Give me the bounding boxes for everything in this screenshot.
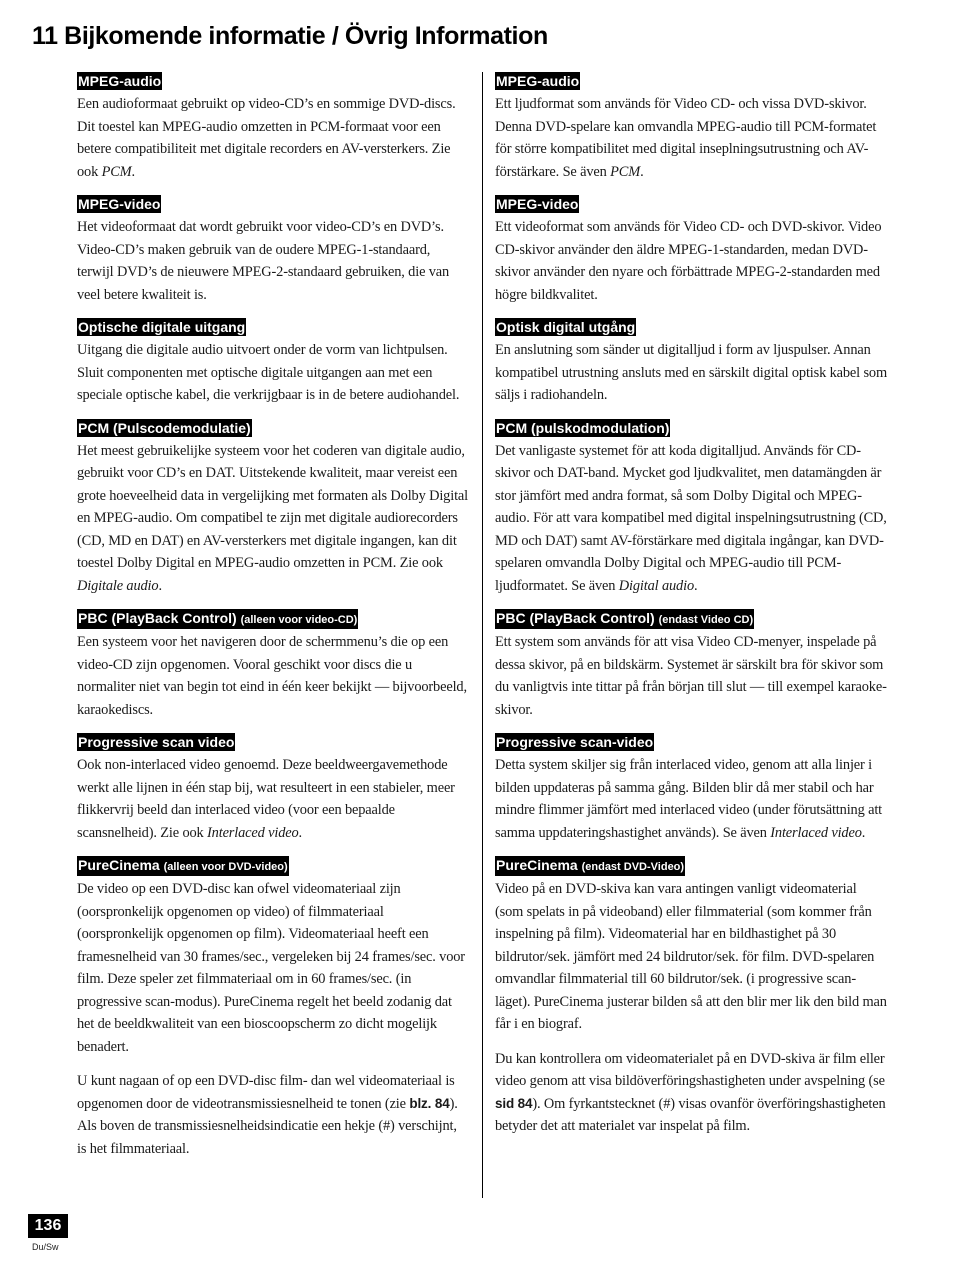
entry-text [495,339,887,407]
heading-label: MPEG-video [496,196,579,212]
entry-heading [495,419,670,437]
text-run: Ook non-interlaced video genoemd. Deze beeldweergavemethode werkt alle lijnen in één stap bij, wat resulteert in een stabieler, meer flikkervrij beeld dan interlaced video (voor een bepaalde scansnelheid). Zie ook [77,757,455,841]
entry-heading [77,195,161,213]
glossary-entry [77,195,469,306]
glossary-entry [77,419,469,598]
heading-label: PBC (PlayBack Control) [78,610,237,626]
heading-label: MPEG-video [78,196,161,212]
heading-qualifier: (endast DVD-Video) [581,861,685,873]
entry-heading [77,318,246,336]
italic-reference: Interlaced video [770,824,862,841]
glossary-entry [495,733,887,844]
text-run: . [640,163,644,180]
column-divider [482,72,483,1198]
italic-reference: PCM [101,163,132,180]
text-run: Det vanligaste systemet för att koda digitalljud. Används för CD-skivor och DAT-band. Mycket god ljudkvalitet, men datamängden är stor jämfört med andra format, så som Dolby Digital och MPEG-audio. För att vara kompatibel med digital inspelningsutrustning (CD, MD och DAT) samt AV-förstärkare med digitala ingångar, kan DVD-spelaren omvandla Dolby Digital och MPEG-audio till PCM-ljudformatet. Se även [495,442,887,594]
glossary-entry [495,419,887,598]
entry-text [495,878,887,1036]
italic-reference: Interlaced video [207,824,299,841]
italic-reference: Digitale audio [77,577,159,594]
entry-heading [77,609,358,629]
text-run: Uitgang die digitale audio uitvoert onder de vorm van lichtpulsen. Sluit componenten met optische digitale uitgangen aan met een speciale optische kabel, die verkrijgbaar is in de betere audiohandel. [77,342,460,403]
entry-text [77,93,469,183]
entry-text [495,1048,887,1138]
entry-heading [77,856,289,876]
glossary-entry [77,733,469,844]
entry-heading [495,733,654,751]
entry-text [77,1070,469,1160]
heading-label: PureCinema [78,857,160,873]
heading-label: PureCinema [496,857,578,873]
text-run: En anslutning som sänder ut digitalljud i form av ljuspulser. Annan kompatibel utrustning ansluts med en särskilt digital optisk kabel som säljs i radiohandeln. [495,342,887,403]
page-reference: blz. 84 [409,1095,450,1111]
entry-text [495,754,887,844]
heading-label: PCM (Pulscodemodulatie) [78,419,251,436]
text-run: Detta system skiljer sig från interlaced video, genom att alla linjer i bilden uppdateras på samma gång. Bilden blir då mer stabil och har mindre flimmer jämfört med interlaced video (under förutsättning att samma uppdateringshastighet används). Se även [495,757,883,841]
glossary-entry [77,609,469,721]
text-run: Ett videoformat som används för Video CD- och DVD-skivor. Video CD-skivor använder den äldre MPEG-1-standarden, medan DVD-skivor använder den nyare och förbättrade MPEG-2-standarden med högre bildkvalitet. [495,219,882,303]
text-run: . [298,824,302,841]
heading-qualifier: (endast Video CD) [658,614,754,626]
entry-heading [495,609,754,629]
page-title: 11 Bijkomende informatie / Övrig Information [32,22,548,50]
glossary-entry [495,195,887,306]
heading-label: MPEG-audio [78,73,162,89]
entry-heading [77,733,235,751]
glossary-entry [77,318,469,407]
language-code: Du/Sw [32,1242,59,1252]
glossary-entry [495,318,887,407]
entry-text [77,216,469,306]
glossary-entry [495,609,887,721]
heading-label: Optisk digital utgång [496,319,636,335]
text-run: De video op een DVD-disc kan ofwel videomateriaal zijn (oorspronkelijk opgenomen op video) of filmmateriaal (oorspronkelijk opgenomen op film). Videomateriaal heeft een framesnelheid van 30 frames/sec., vergeleken bij 24 frames/sec. voor film. Deze speler zet filmmateriaal om in 60 frames/sec. (in progressive scan-modus). PureCinema regelt het beeld zodanig dat het de beeldkwaliteit van een bioscoopscherm zo dicht mogelijk benadert. [77,881,465,1055]
entry-text [77,631,469,721]
text-run: ). Als boven de transmissiesnelheidsindicatie een hekje (#) verschijnt, is het filmmateriaal. [77,1095,458,1157]
heading-qualifier: (alleen voor DVD-video) [163,861,288,873]
glossary-entry [77,856,469,1160]
entry-heading [77,72,162,90]
entry-heading [495,72,580,90]
heading-label: PBC (PlayBack Control) [496,610,655,626]
text-run: Een systeem voor het navigeren door de schermmenu’s die op een video-CD zijn opgenomen. Vooral geschikt voor discs die u normaliter niet van begin tot eind in één keer bekijkt — bijvoorbeeld, karaokediscs. [77,634,467,718]
entry-text [77,754,469,844]
italic-reference: PCM [610,163,641,180]
page-reference: sid 84 [495,1095,533,1111]
text-run: U kunt nagaan of op een DVD-disc film- dan wel videomateriaal is opgenomen door de videotransmissiesnelheid te tonen (zie [77,1073,455,1112]
text-run: Video på en DVD-skiva kan vara antingen vanligt videomaterial (som spelats in på videoband) eller filmmaterial (som kommer från inspelning på film). Videomaterial har en bildhastighet på 30 bildrutor/sek. jämfört med 24 bildrutor/sek. för film. DVD-spelaren omvandlar filmmaterial till 60 bildrutor/sek. (i progressive scan-läget). PureCinema justerar bilden så att den blir mer lik den bild man får i en biograf. [495,881,887,1032]
heading-label: Progressive scan-video [496,734,654,750]
glossary-entry [77,72,469,183]
column-dutch [77,72,469,1172]
text-run: Het meest gebruikelijke systeem voor het coderen van digitale audio, gebruikt voor CD’s en DAT. Uitstekende kwaliteit, maar vereist een grote hoeveelheid data in vergelijking met formaten als Dolby Digital en MPEG-audio. Om compatibel te zijn met digitale audiorecorders (CD, MD en DAT) en AV-versterkers met digitale ingangen, kan dit toestel Dolby Digital en MPEG-audio omzetten in PCM. Zie ook [77,442,469,571]
text-run: Het videoformaat dat wordt gebruikt voor video-CD’s en DVD’s. Video-CD’s maken gebruik van de oudere MPEG-1-standaard, terwijl DVD’s de nieuwere MPEG-2-standaard gebruiken, die van veel betere kwaliteit is. [77,219,450,303]
heading-label: Progressive scan video [78,734,235,750]
entry-text [495,93,887,183]
text-run: Ett ljudformat som används för Video CD- och vissa DVD-skivor. Denna DVD-spelare kan omvandla MPEG-audio till PCM-formatet för större kompatibilitet med digital inseplningsutrustning och AV-förstärkare. Se även [495,96,877,180]
entry-text [77,440,469,598]
text-run: . [693,577,698,594]
entry-text [77,339,469,407]
italic-reference: Digital audio [618,577,694,594]
entry-heading [77,419,252,437]
entry-text [495,216,887,306]
text-run: . [861,824,866,841]
text-run: Du kan kontrollera om videomaterialet på en DVD-skiva är film eller video genom att visa bildöverföringshastigheten under avspelning (se [495,1050,885,1089]
text-run: . [131,163,135,180]
heading-qualifier: (alleen voor video-CD) [240,614,358,626]
entry-text [77,878,469,1058]
entry-heading [495,856,685,876]
entry-text [495,440,887,598]
heading-label: Optische digitale uitgang [78,319,246,335]
entry-heading [495,318,636,336]
text-run: Ett system som används för att visa Video CD-menyer, inspelade på dessa skivor, på en bildskärm. Systemet är särskilt bra för skivor som du vanligtvis inte tittar på från början till slut — till exempel karaoke-skivor. [495,634,887,718]
heading-label: PCM (pulskodmodulation) [496,419,670,436]
page-number: 136 [28,1214,68,1238]
entry-text [495,631,887,721]
text-run: Een audioformaat gebruikt op video-CD’s en sommige DVD-discs. Dit toestel kan MPEG-audio omzetten in PCM-formaat voor een betere compatibiliteit met digitale recorders en AV-versterkers. Zie ook [77,96,456,180]
glossary-entry [495,856,887,1138]
text-run: . [158,577,162,594]
entry-heading [495,195,579,213]
column-swedish [495,72,887,1150]
glossary-entry [495,72,887,183]
text-run: ). Om fyrkantstecknet (#) visas ovanför överföringshastigheten betyder det att materialet var inspelat på film. [495,1095,886,1134]
heading-label: MPEG-audio [496,73,580,89]
